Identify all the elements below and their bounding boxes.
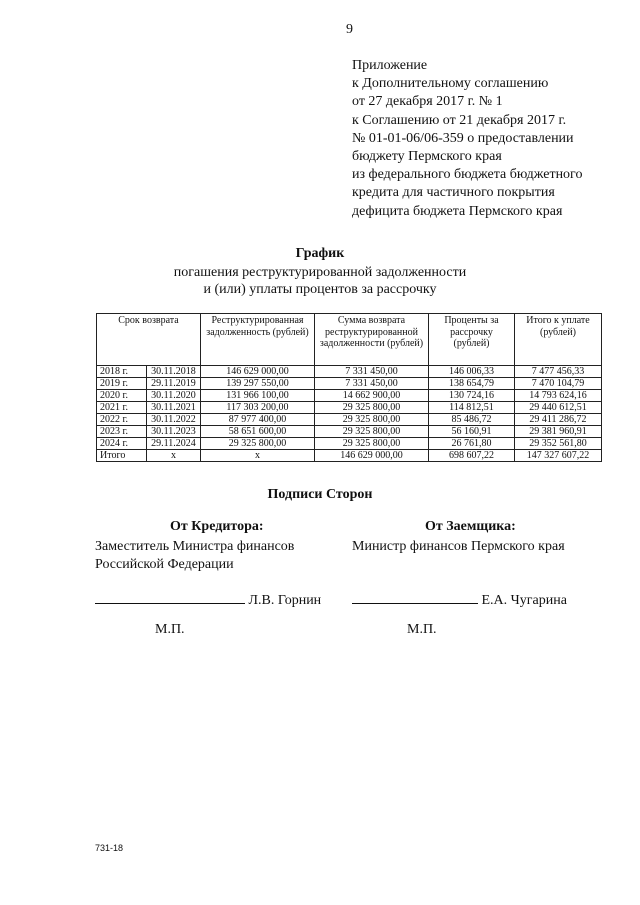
cell-total: 14 793 624,16 <box>515 390 602 402</box>
cell-restructured: x <box>201 450 315 462</box>
cell-interest: 114 812,51 <box>429 402 515 414</box>
appendix-line: № 01-01-06/06-359 о предоставлении <box>352 130 574 146</box>
cell-repayment: 29 325 800,00 <box>315 438 429 450</box>
cell-total: 29 411 286,72 <box>515 414 602 426</box>
borrower-seal-mark: М.П. <box>407 622 437 637</box>
cell-restructured: 117 303 200,00 <box>201 402 315 414</box>
cell-repayment: 14 662 900,00 <box>315 390 429 402</box>
creditor-position-line: Российской Федерации <box>95 557 234 572</box>
cell-interest: 56 160,91 <box>429 426 515 438</box>
cell-date: 29.11.2024 <box>147 438 201 450</box>
cell-interest: 146 006,33 <box>429 366 515 378</box>
appendix-line: кредита для частичного покрытия <box>352 185 555 201</box>
cell-restructured: 139 297 550,00 <box>201 378 315 390</box>
table-total-row <box>97 450 602 462</box>
creditor-position-line: Заместитель Министра финансов <box>95 539 295 554</box>
document-subtitle <box>0 264 640 298</box>
header-interest: Проценты за рассрочку (рублей) <box>429 314 515 366</box>
cell-year: 2022 г. <box>97 414 147 426</box>
creditor-signature-line <box>95 591 321 609</box>
creditor-seal-mark: М.П. <box>155 622 185 637</box>
table-row <box>97 402 602 414</box>
cell-date: 30.11.2022 <box>147 414 201 426</box>
creditor-heading: От Кредитора: <box>170 519 264 534</box>
cell-total: 29 352 561,80 <box>515 438 602 450</box>
cell-repayment: 146 629 000,00 <box>315 450 429 462</box>
borrower-heading: От Заемщика: <box>425 519 516 534</box>
cell-year: 2020 г. <box>97 390 147 402</box>
borrower-name: Е.А. Чугарина <box>481 593 567 608</box>
creditor-position <box>95 538 294 574</box>
cell-total: 7 477 456,33 <box>515 366 602 378</box>
appendix-line: к Дополнительному соглашению <box>352 76 549 92</box>
header-restructured: Реструктурированная задолженность (рублей) <box>201 314 315 366</box>
cell-restructured: 29 325 800,00 <box>201 438 315 450</box>
cell-interest: 130 724,16 <box>429 390 515 402</box>
appendix-line: к Соглашению от 21 декабря 2017 г. <box>352 112 567 128</box>
borrower-signature-line <box>352 591 567 609</box>
table-row <box>97 366 602 378</box>
cell-date: 30.11.2020 <box>147 390 201 402</box>
cell-date: 29.11.2019 <box>147 378 201 390</box>
subtitle-line: и (или) уплаты процентов за рассрочку <box>203 282 437 297</box>
cell-total: 29 440 612,51 <box>515 402 602 414</box>
cell-total: 7 470 104,79 <box>515 378 602 390</box>
cell-year: 2021 г. <box>97 402 147 414</box>
repayment-schedule-table <box>96 313 602 462</box>
cell-date: 30.11.2018 <box>147 366 201 378</box>
creditor-name: Л.В. Горнин <box>248 593 322 608</box>
cell-date: x <box>147 450 201 462</box>
table-row <box>97 426 602 438</box>
signatures-title: Подписи Сторон <box>267 487 373 502</box>
table-row <box>97 414 602 426</box>
appendix-line: от 27 декабря 2017 г. № 1 <box>352 94 503 110</box>
cell-year: 2019 г. <box>97 378 147 390</box>
cell-date: 30.11.2023 <box>147 426 201 438</box>
cell-restructured: 146 629 000,00 <box>201 366 315 378</box>
cell-repayment: 29 325 800,00 <box>315 402 429 414</box>
subtitle-line: погашения реструктурированной задолженности <box>173 265 467 280</box>
page-number: 9 <box>346 22 353 37</box>
table-body <box>97 366 602 462</box>
cell-repayment: 29 325 800,00 <box>315 426 429 438</box>
appendix-block <box>352 57 582 221</box>
header-term: Срок возврата <box>97 314 201 366</box>
appendix-line: дефицита бюджета Пермского края <box>352 203 563 219</box>
cell-interest: 26 761,80 <box>429 438 515 450</box>
cell-year: 2024 г. <box>97 438 147 450</box>
cell-restructured: 131 966 100,00 <box>201 390 315 402</box>
cell-restructured: 58 651 600,00 <box>201 426 315 438</box>
cell-repayment: 7 331 450,00 <box>315 366 429 378</box>
table-header-row <box>97 314 602 366</box>
document-title: График <box>295 246 345 261</box>
cell-repayment: 29 325 800,00 <box>315 414 429 426</box>
borrower-position <box>352 538 565 556</box>
cell-restructured: 87 977 400,00 <box>201 414 315 426</box>
appendix-line: Приложение <box>352 58 428 73</box>
appendix-line: из федерального бюджета бюджетного <box>352 167 583 183</box>
table-row <box>97 438 602 450</box>
cell-interest: 85 486,72 <box>429 414 515 426</box>
cell-date: 30.11.2021 <box>147 402 201 414</box>
signature-rule <box>95 591 245 604</box>
header-total: Итого к уплате (рублей) <box>515 314 602 366</box>
table-row <box>97 378 602 390</box>
cell-interest: 698 607,22 <box>429 450 515 462</box>
appendix-line: бюджету Пермского края <box>352 149 502 165</box>
cell-repayment: 7 331 450,00 <box>315 378 429 390</box>
signature-rule <box>352 591 478 604</box>
cell-interest: 138 654,79 <box>429 378 515 390</box>
cell-year: Итого <box>97 450 147 462</box>
cell-year: 2023 г. <box>97 426 147 438</box>
borrower-position-line: Министр финансов Пермского края <box>352 539 565 554</box>
cell-total: 29 381 960,91 <box>515 426 602 438</box>
document-code: 731-18 <box>95 843 124 853</box>
cell-total: 147 327 607,22 <box>515 450 602 462</box>
header-repayment: Сумма возврата реструктурированной задолженности (рублей) <box>315 314 429 366</box>
table-row <box>97 390 602 402</box>
cell-year: 2018 г. <box>97 366 147 378</box>
